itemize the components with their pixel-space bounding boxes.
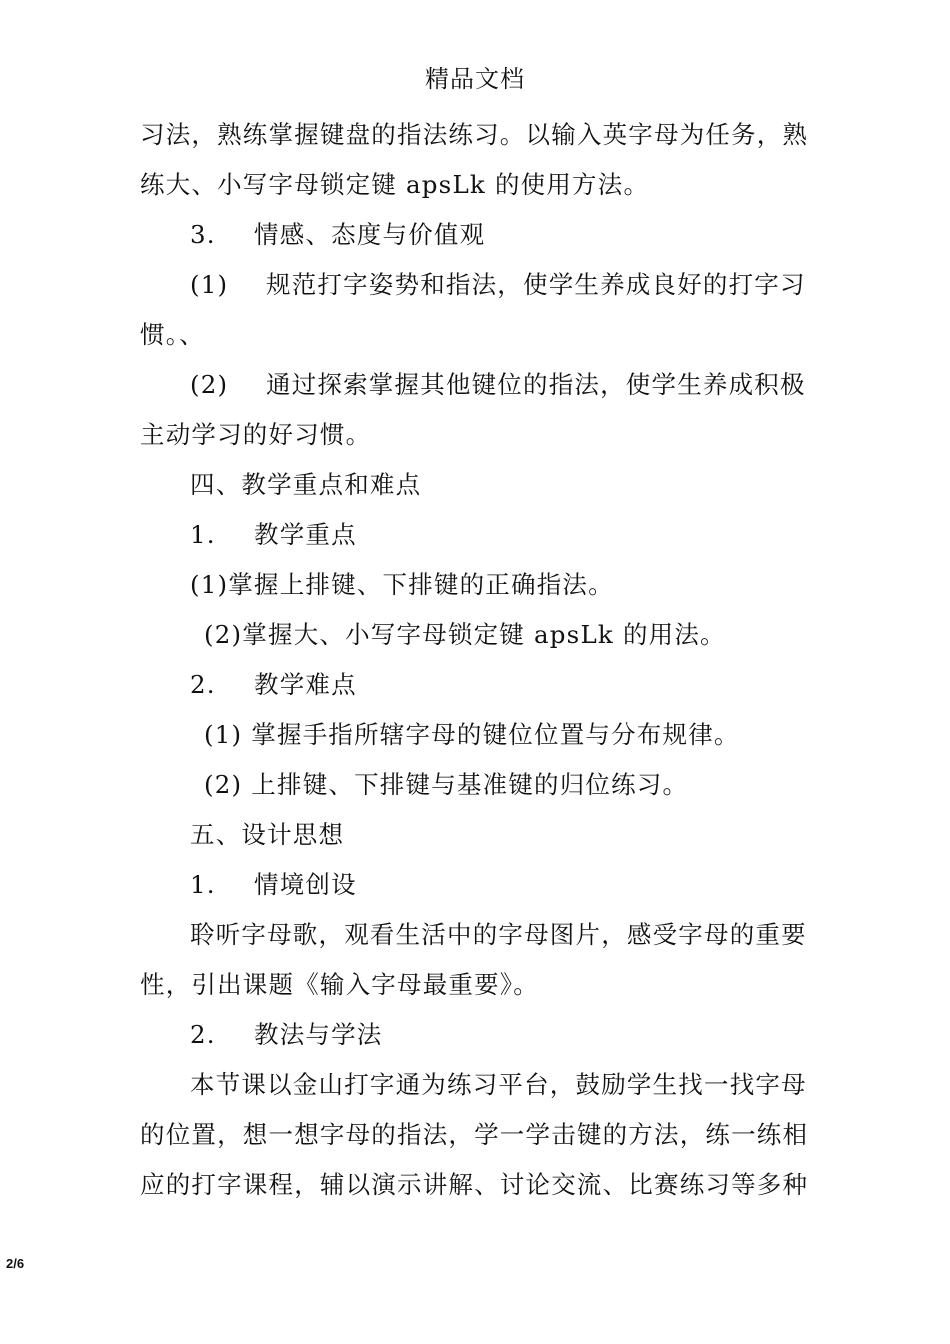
list-item: (2) 上排键、下排键与基准键的归位练习。 — [204, 770, 689, 799]
list-number: 2. — [190, 670, 216, 699]
heading-text: 教学难点 — [254, 670, 357, 699]
paragraph-line: 聆听字母歌，观看生活中的字母图片，感受字母的重要 — [190, 920, 807, 949]
list-item — [190, 368, 806, 402]
paragraph-line: 应的打字课程，辅以演示讲解、讨论交流、比赛练习等多种 — [140, 1170, 809, 1199]
list-number: 1. — [190, 870, 216, 899]
list-item — [190, 268, 806, 302]
paragraph-line: 性，引出课题《输入字母最重要》。 — [140, 970, 539, 999]
text-line: 练大、小写字母锁定键 apsLk 的使用方法。 — [140, 170, 650, 199]
page-number: 2/6 — [6, 1256, 25, 1271]
list-number: 2. — [190, 1020, 216, 1049]
list-item: (1)掌握上排键、下排键的正确指法。 — [190, 570, 614, 599]
heading-text: 情境创设 — [254, 870, 357, 899]
page-header: 精品文档 — [425, 65, 525, 93]
list-number: 1. — [190, 520, 216, 549]
text-line: 惯。、 — [140, 320, 205, 349]
list-number: (2) — [190, 370, 229, 399]
section-heading: 五、设计思想 — [190, 820, 345, 849]
heading-text: 情感、态度与价值观 — [254, 220, 486, 249]
subsection-heading — [190, 518, 357, 552]
list-item-text: 规范打字姿势和指法，使学生养成良好的打字习 — [266, 270, 806, 299]
subsection-heading — [190, 1018, 383, 1052]
paragraph-line: 的位置，想一想字母的指法，学一学击键的方法，练一练相 — [140, 1120, 809, 1149]
list-item-text: 通过探索掌握其他键位的指法，使学生养成积极 — [266, 370, 806, 399]
heading-text: 教法与学法 — [254, 1020, 383, 1049]
heading-text: 教学重点 — [254, 520, 357, 549]
subsection-heading — [190, 868, 357, 902]
subsection-heading — [190, 668, 357, 702]
text-line: 主动学习的好习惯。 — [140, 420, 372, 449]
list-number: 3. — [190, 220, 216, 249]
paragraph-line: 本节课以金山打字通为练习平台，鼓励学生找一找字母 — [190, 1070, 807, 1099]
list-item: (2)掌握大、小写字母锁定键 apsLk 的用法。 — [204, 620, 726, 649]
list-item: (1) 掌握手指所辖字母的键位位置与分布规律。 — [204, 720, 740, 749]
section-heading: 四、教学重点和难点 — [190, 470, 422, 499]
section-heading — [190, 218, 485, 252]
list-number: (1) — [190, 270, 229, 299]
text-line: 习法，熟练掌握键盘的指法练习。以输入英字母为任务，熟 — [140, 120, 809, 149]
